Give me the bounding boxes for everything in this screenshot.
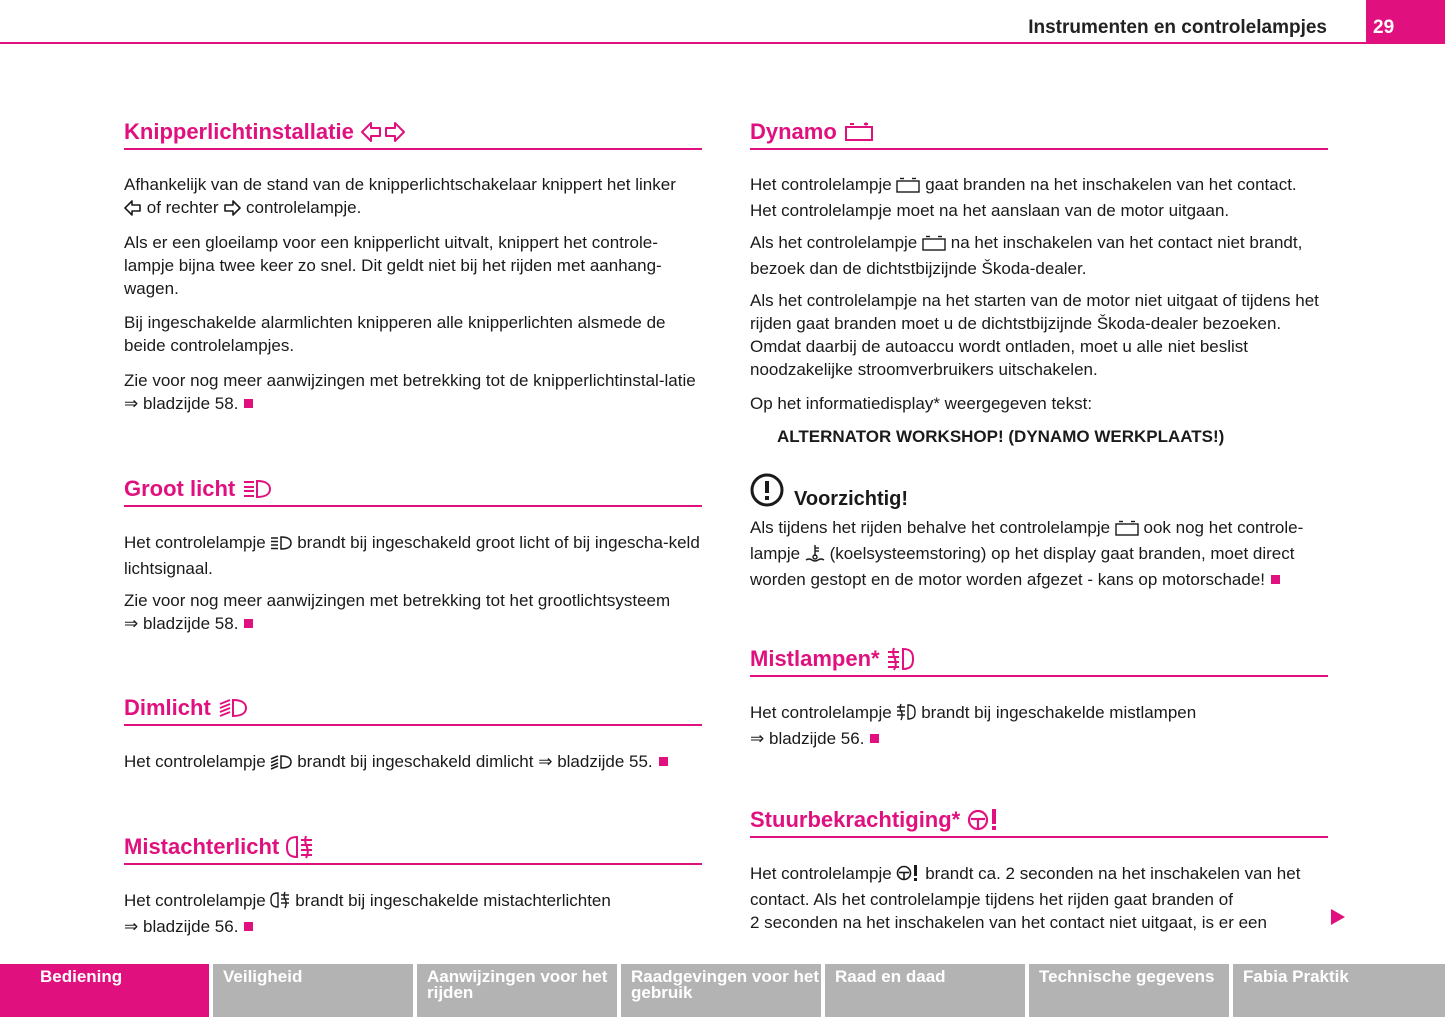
end-marker (1271, 575, 1280, 584)
section-mistachterlicht (124, 832, 314, 862)
section-title-groot-licht: Groot licht (124, 474, 272, 504)
paragraph: Bij ingeschakelde alarmlichten knipperen alle knipperlichten alsmede de beide controlelampjes. (124, 313, 666, 355)
coolant-icon (805, 544, 825, 568)
reference-arrow: ⇒ (124, 917, 139, 936)
section-title-mistachterlicht: Mistachterlicht (124, 832, 314, 862)
page-link[interactable]: bladzijde 56. (142, 917, 239, 936)
rear-fog-icon (286, 834, 314, 860)
paragraph: Afhankelijk van de stand van de knipperlichtschakelaar knippert het linker of rechter controlelampje. (124, 173, 714, 222)
running-header: Instrumenten en controlelampjes (1028, 17, 1327, 38)
page-link[interactable]: bladzijde 58. (142, 394, 239, 413)
section-knipperlicht (124, 117, 405, 147)
warning-title: Voorzichtig! (794, 488, 909, 510)
section-groot-licht (124, 474, 272, 504)
section-title-dynamo: Dynamo (750, 117, 874, 147)
front-fog-icon (896, 703, 916, 727)
tab-aanwijzingen[interactable]: Aanwijzingen voor het rijden (417, 964, 617, 1017)
rear-fog-icon (270, 891, 290, 915)
high-beam-icon (270, 534, 292, 557)
section-rule (124, 505, 702, 507)
tab-raadgevingen[interactable]: Raadgevingen voor het gebruik (621, 964, 821, 1017)
tab-veiligheid[interactable]: Veiligheid (213, 964, 413, 1017)
left-arrow-icon (124, 199, 142, 222)
page-number: 29 (1366, 0, 1445, 44)
tab-fabia-praktik[interactable]: Fabia Praktik (1233, 964, 1445, 1017)
caution-icon (750, 473, 786, 514)
display-message: ALTERNATOR WORKSHOP! (DYNAMO WERKPLAATS!) (777, 427, 1225, 446)
footer-tab-bar (0, 964, 1445, 1017)
reference-arrow: ⇒ (124, 614, 139, 633)
section-dimlicht (124, 693, 248, 723)
reference-arrow: ⇒ (538, 752, 553, 771)
section-stuurbekrachtiging (750, 805, 1001, 835)
section-rule (124, 148, 702, 150)
battery-icon (922, 234, 946, 257)
tab-technische-gegevens[interactable]: Technische gegevens (1029, 964, 1229, 1017)
paragraph: Het controlelampje brandt bij ingeschakeld dimlicht ⇒ bladzijde 55. (124, 750, 724, 776)
battery-icon (1115, 519, 1139, 542)
next-page-arrow-icon[interactable] (1331, 909, 1345, 925)
section-rule (750, 836, 1328, 838)
power-steering-icon (967, 807, 1001, 833)
tab-bediening[interactable]: Bediening (0, 964, 209, 1017)
paragraph: Het controlelampje brandt bij ingeschakeld groot licht of bij ingescha-keld lichtsignaal. (124, 533, 700, 578)
paragraph: Het controlelampje brandt bij ingeschakelde mistlampen ⇒ bladzijde 56. (750, 703, 1197, 748)
page-link[interactable]: bladzijde 56. (768, 729, 865, 748)
end-marker (659, 757, 668, 766)
paragraph: Als het controlelampje na het starten van de motor niet uitgaat of tijdens het rijden gaat branden moet u de dichtstbijzijnde Škoda-dealer bezoeken. Omdat daarbij de autoaccu wordt ontladen, moet u alle niet beslist noodzakelijke stroomverbruikers uitschakelen. (750, 291, 1319, 379)
section-title-dimlicht: Dimlicht (124, 693, 248, 723)
section-rule (750, 675, 1328, 677)
paragraph: Als er een gloeilamp voor een knipperlicht uitvalt, knippert het controle-lampje bijna twee keer zo snel. Dit geldt niet bij het rijden met aanhang-wagen. (124, 233, 662, 298)
section-title-mistlampen: Mistlampen* (750, 644, 915, 674)
paragraph: Zie voor nog meer aanwijzingen met betrekking tot de knipperlichtinstal-latie ⇒ bladzijde 58. (124, 371, 696, 413)
paragraph: Als het controlelampje na het inschakelen van het contact niet brandt, bezoek dan de dichtstbijzijnde Škoda-dealer. (750, 233, 1303, 278)
end-marker (870, 734, 879, 743)
low-beam-icon (270, 753, 292, 776)
turn-signal-icon (361, 120, 405, 144)
section-rule (750, 148, 1328, 150)
end-marker (244, 922, 253, 931)
power-steering-icon (896, 864, 920, 888)
section-rule (124, 863, 702, 865)
section-title-stuurbekrachtiging: Stuurbekrachtiging* (750, 805, 1001, 835)
end-marker (244, 399, 253, 408)
section-mistlampen (750, 644, 915, 674)
page-link[interactable]: bladzijde 58. (142, 614, 239, 633)
tab-raad-en-daad[interactable]: Raad en daad (825, 964, 1025, 1017)
section-dynamo (750, 117, 874, 147)
paragraph: Zie voor nog meer aanwijzingen met betrekking tot het grootlichtsysteem ⇒ bladzijde 58. (124, 591, 671, 633)
warning-text: Als tijdens het rijden behalve het controlelampje ook nog het controle- lampje (koelsysteemstoring) op het display gaat branden, moet direct worden gestopt en de motor worden afgezet - kans op motorschade! (750, 518, 1304, 589)
paragraph: Het controlelampje brandt ca. 2 seconden na het inschakelen van het contact. Als het controlelampje tijdens het rijden gaat branden of 2 seconden na het inschakelen van het contact niet uitgaat, is er een (750, 864, 1301, 932)
reference-arrow: ⇒ (124, 394, 139, 413)
paragraph: Op het informatiedisplay* weergegeven tekst: (750, 394, 1093, 413)
battery-icon (844, 122, 874, 142)
right-arrow-icon (223, 199, 241, 222)
end-marker (244, 619, 253, 628)
front-fog-icon (887, 646, 915, 672)
section-rule (124, 724, 702, 726)
battery-icon (896, 176, 920, 199)
header-rule (0, 42, 1366, 44)
low-beam-icon (218, 697, 248, 719)
reference-arrow: ⇒ (750, 729, 765, 748)
page-link[interactable]: bladzijde 55. (557, 752, 653, 771)
paragraph: Het controlelampje gaat branden na het inschakelen van het contact. Het controlelampje moet na het aanslaan van de motor uitgaan. (750, 175, 1297, 220)
section-title-knipperlicht: Knipperlichtinstallatie (124, 117, 405, 147)
paragraph: Het controlelampje brandt bij ingeschakelde mistachterlichten ⇒ bladzijde 56. (124, 891, 611, 936)
high-beam-icon (242, 478, 272, 500)
